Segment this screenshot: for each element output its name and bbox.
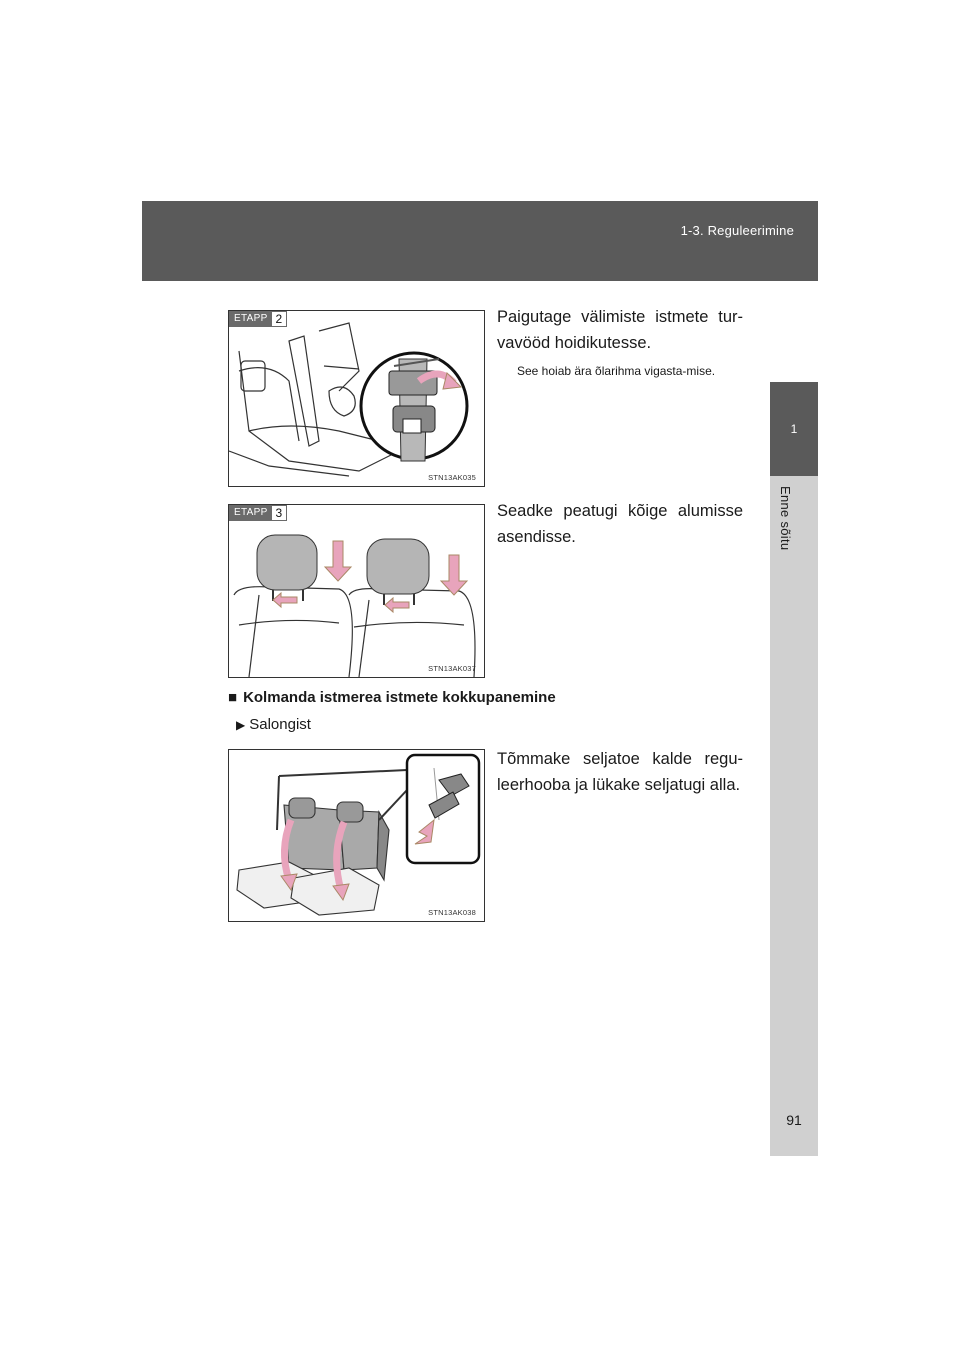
figure-seatbelt-holder: [228, 310, 485, 487]
chapter-title: Enne sõitu: [778, 486, 793, 551]
headrest-illustration: [229, 505, 484, 677]
step-badge: [229, 311, 287, 327]
step-badge-tag: ETAPP: [229, 505, 272, 521]
step-2-text: Paigutage välimiste istmete tur-vavööd hoidikutesse.: [497, 308, 743, 352]
step-2-note: See hoiab ära õlarihma vigasta-mise.: [517, 364, 716, 378]
figure-fold-seatback: [228, 749, 485, 922]
seatback-illustration: [229, 750, 484, 921]
section2-text: Tõmmake seljatoe kalde regu-leerhooba ja lükake seljatugi alla.: [497, 750, 743, 794]
figure-headrest: [228, 504, 485, 678]
subheading: [236, 716, 311, 733]
page-number: 91: [786, 1112, 802, 1128]
heading-bullet: ■: [228, 689, 238, 706]
chapter-side-band: [770, 476, 818, 1156]
triangle-icon: ▶: [236, 718, 246, 732]
step-3-text: Seadke peatugi kõige alumisse asendisse.: [497, 502, 743, 546]
chapter-number-tab: 1: [770, 382, 818, 476]
header-band: [142, 201, 818, 281]
step-badge-number: 3: [272, 505, 288, 521]
figure-code: STN13AK035: [428, 473, 476, 482]
section-heading: [228, 689, 556, 706]
heading-text: Kolmanda istmerea istmete kokkupanemine: [243, 689, 556, 706]
step-badge-number: 2: [272, 311, 288, 327]
section-title: 1-3. Reguleerimine: [680, 223, 794, 238]
seatbelt-illustration: [229, 311, 484, 486]
subheading-text: Salongist: [249, 716, 311, 733]
figure-code: STN13AK038: [428, 908, 476, 917]
step-badge: [229, 505, 287, 521]
figure-code: STN13AK037: [428, 664, 476, 673]
step-badge-tag: ETAPP: [229, 311, 272, 327]
